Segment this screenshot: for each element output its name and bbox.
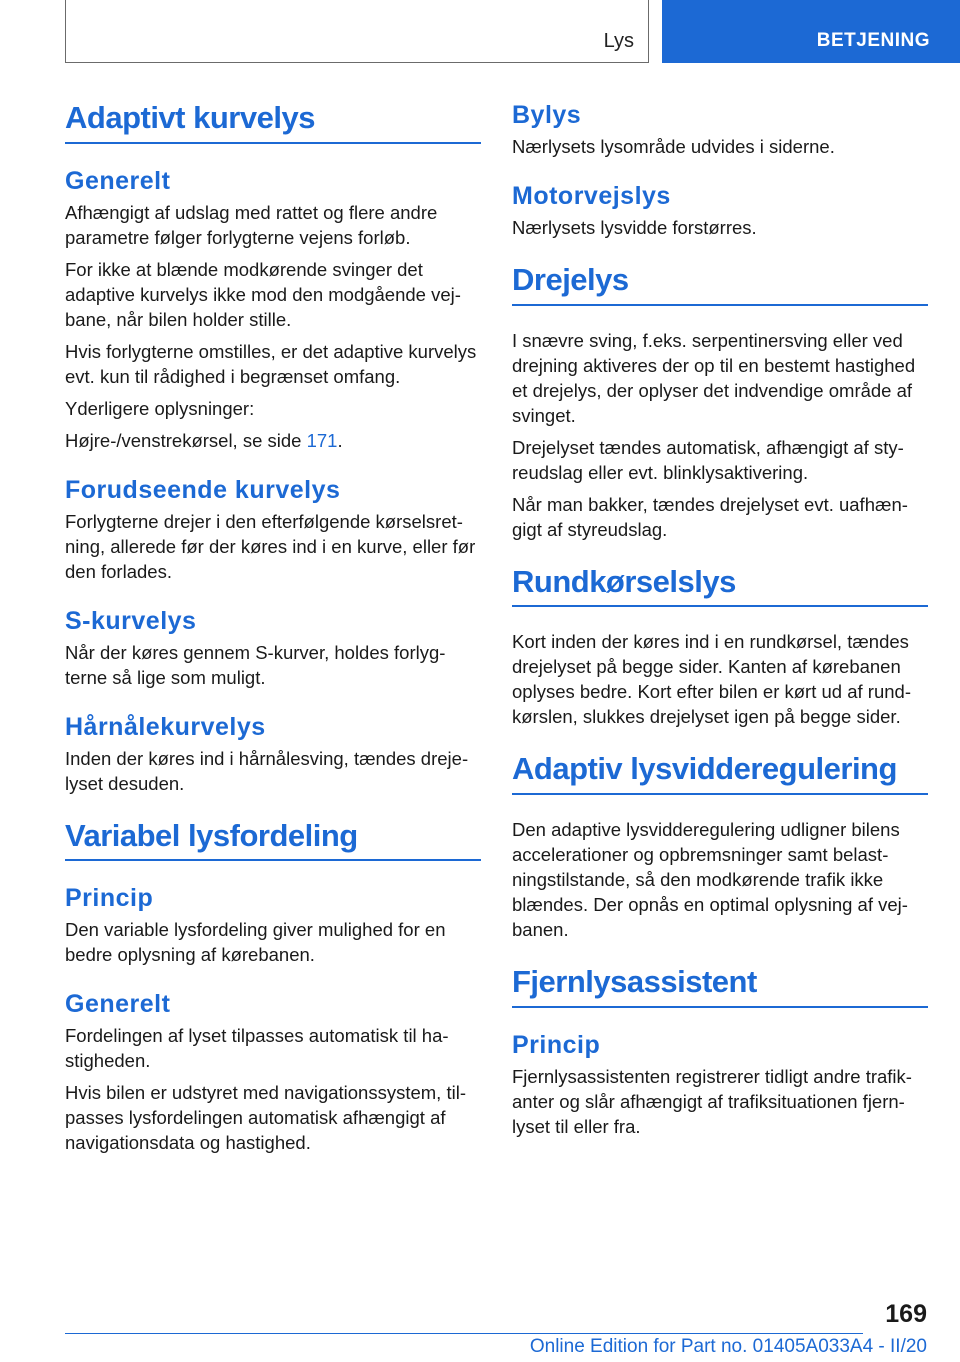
paragraph: Hvis forlygterne omstilles, er det adaptive kurvelys evt. kun til rådighed i begrænset omfang. <box>65 340 477 387</box>
section-princip <box>65 883 481 967</box>
paragraph-reference <box>65 428 481 453</box>
heading-adaptiv-lysvidderegulering: Adaptiv lysvidderegulering <box>512 751 928 795</box>
subheading-bylys: Bylys <box>512 101 582 129</box>
paragraph: Yderligere oplysninger: <box>65 397 255 419</box>
paragraph: Den variable lysfordeling giver mulighed for en bedre oplysning af kørebanen. <box>65 919 446 966</box>
paragraph: Drejelyset tændes automatisk, afhængigt af styreudslag eller evt. blinklysaktivering. <box>512 436 904 483</box>
section-drejelys <box>512 328 928 542</box>
reference-suffix: . <box>337 429 343 451</box>
paragraph: Fjernlysassistenten registrerer tidligt andre trafikanter og slår afhængigt af trafiksituationen fjernlyset til eller fra. <box>512 1065 912 1137</box>
chapter-title: BETJENING <box>816 30 930 51</box>
section-bylys <box>512 100 928 159</box>
section-lysvidderegulering <box>512 817 928 942</box>
heading-rundkoerselslys: Rundkørselslys <box>512 564 928 608</box>
section-haarnaalekurvelys <box>65 712 481 796</box>
section-generelt <box>65 166 481 453</box>
paragraph: Forlygterne drejer i den efterfølgende kørselsretning, allerede før der køres ind i en kurve, eller før den forlades. <box>65 510 476 582</box>
subheading-motorvejslys: Motorvejslys <box>512 182 671 210</box>
subheading-s-kurvelys: S-kurvelys <box>65 606 197 635</box>
reference-prefix: Højre-/venstrekørsel, se side <box>65 429 307 451</box>
paragraph: Inden der køres ind i hårnålesving, tændes drejelyset desuden. <box>65 747 469 794</box>
subheading-haarnaalekurvelys: Hårnålekurvelys <box>65 712 266 741</box>
heading-fjernlysassistent: Fjernlysassistent <box>512 964 928 1008</box>
subheading-forudseende-kurvelys: Forudseende kurvelys <box>65 475 341 504</box>
right-column <box>512 100 928 1161</box>
section-rundkoerselslys <box>512 629 928 729</box>
paragraph: Når der køres gennem S-kurver, holdes forlygterne så lige som muligt. <box>65 641 446 688</box>
paragraph: Hvis bilen er udstyret med navigationssystem, tilpasses lysfordelingen automatisk afhængigt af navigationsdata og hastighed. <box>65 1082 466 1154</box>
subheading-generelt: Generelt <box>65 990 171 1019</box>
paragraph: I snævre sving, f.eks. serpentinersving eller ved drejning aktiveres der op til en bestemt hastighed et drejelys, der oplyser det indvendige område af svinget. <box>512 329 916 426</box>
paragraph: Kort inden der køres ind i en rundkørsel, tændes drejelyset på begge sider. Kanten af kørebanen oplyses bedre. Kort efter bilen er kørt ud af rundkørslen, slukkes drejelyset igen på begge sider. <box>512 631 911 728</box>
paragraph: Den adaptive lysvidderegulering udligner bilens accelerationer og opbremsninger samt belastningstilstande, så den modkørende trafik ikke blændes. Der opnås en optimal oplysning af vejbanen. <box>512 818 908 940</box>
heading-adaptivt-kurvelys: Adaptivt kurvelys <box>65 100 481 144</box>
subheading-princip: Princip <box>512 1030 601 1059</box>
paragraph: Afhængigt af udslag med rattet og flere andre parametre følger forlygterne vejens forløb. <box>65 201 438 248</box>
chapter-tab <box>662 0 960 63</box>
subheading-generelt: Generelt <box>65 166 171 195</box>
section-s-kurvelys <box>65 606 481 690</box>
footer-edition: Online Edition for Part no. 01405A033A4 - II/20 <box>529 1336 927 1357</box>
page-number: 169 <box>885 1300 927 1328</box>
paragraph: For ikke at blænde modkørende svinger det adaptive kurvelys ikke mod den modgående vejbane, når bilen holder stille. <box>65 258 461 330</box>
heading-variabel-lysfordeling: Variabel lysfordeling <box>65 818 481 862</box>
section-forudseende <box>65 475 481 584</box>
paragraph: Nærlysets lysvidde forstørres. <box>512 217 757 238</box>
section-fjernlys-princip <box>512 1030 928 1139</box>
section-motorvejslys <box>512 181 928 240</box>
footer-divider <box>65 1333 863 1334</box>
subheading-princip: Princip <box>65 884 154 913</box>
header-section-title: Lys <box>603 30 634 52</box>
paragraph: Når man bakker, tændes drejelyset evt. uafhængigt af styreudslag. <box>512 493 908 540</box>
section-generelt-2 <box>65 989 481 1155</box>
heading-drejelys: Drejelys <box>512 262 928 306</box>
paragraph: Nærlysets lysområde udvides i siderne. <box>512 136 835 157</box>
paragraph: Fordelingen af lyset tilpasses automatisk til hastigheden. <box>65 1025 449 1072</box>
header-frame <box>65 0 649 63</box>
left-column <box>65 100 481 1177</box>
page-link-171[interactable]: 171 <box>306 429 338 451</box>
